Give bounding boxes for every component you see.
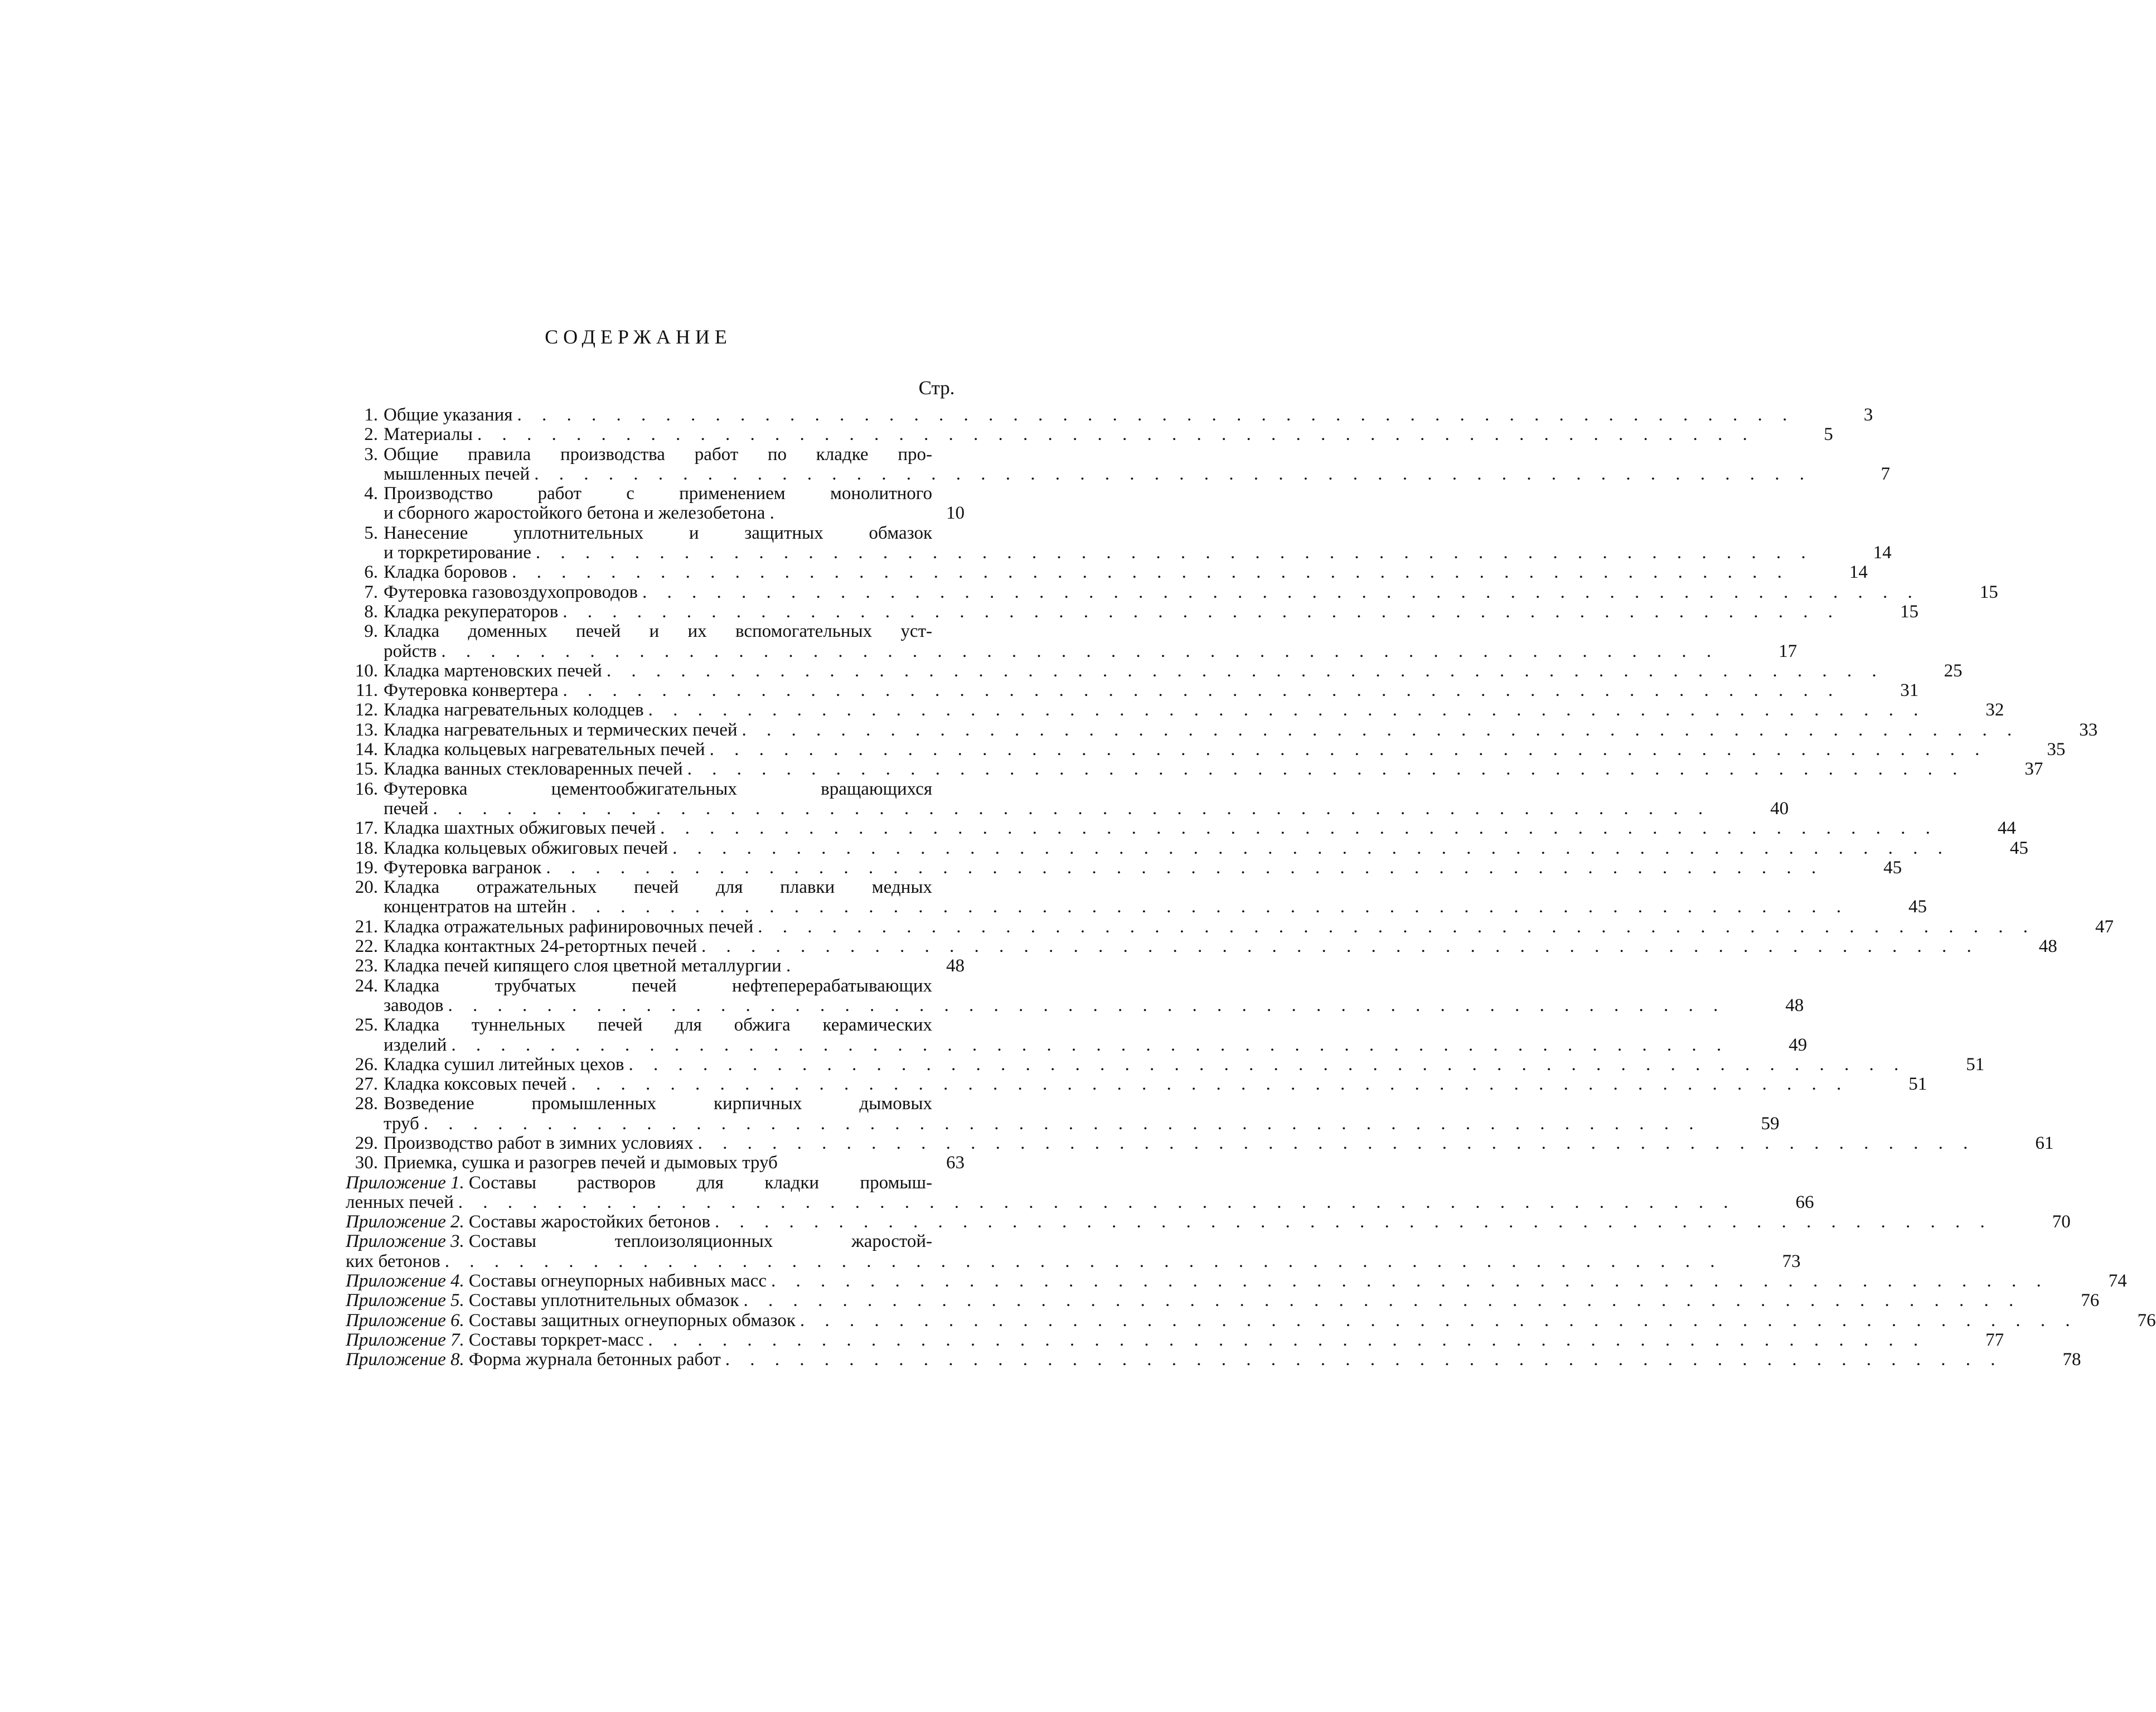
toc-entry-text: Кладка ванных стекловаренных печей (384, 759, 683, 780)
toc-entry-line (346, 878, 965, 897)
toc-leader-dots: . . . . . . . . . . . . . . . . . . . . . . . . . . . . . . . . . . . . . . . . . . . . . . . . . . . . (512, 562, 1790, 583)
toc-entry-line (346, 1173, 965, 1193)
toc-leader-dots: . . . . . . . . . . . . . . . . . . . . . . . . . . . . . . . . . . . . . . . . . . . . . . . . . . . . (448, 995, 1726, 1015)
toc-entry (346, 444, 1890, 485)
toc-entry (346, 916, 2114, 937)
toc-entry-text: Кладка отражательных печей для плавки медных (384, 877, 932, 898)
toc-entry-line (346, 780, 965, 799)
toc-entry (346, 680, 1919, 701)
toc-entry (346, 1054, 1985, 1075)
toc-entry-number: 7. (364, 582, 378, 602)
toc-page-number: 14 (1849, 562, 1868, 583)
toc-entry-number: 14. (355, 739, 378, 760)
toc-entry-text: Приемка, сушка и разогрев печей и дымовых труб (384, 1153, 778, 1173)
toc-entry-text: Составы огнеупорных набивных масс (468, 1271, 767, 1292)
toc-leader-dots: . . . . . . . . . . . . . . . . . . . . . . . . . . . . . . . . . . . . . . . . . . . . . . . . . . . . (628, 1054, 1907, 1075)
toc-entry-line (346, 897, 1927, 917)
toc-entry-line (346, 660, 1963, 681)
toc-page-number: 37 (2024, 759, 2043, 780)
toc-page-number: 76 (2081, 1290, 2100, 1311)
toc-entry (346, 1015, 1808, 1055)
toc-entry-line (346, 1271, 2127, 1292)
toc-entry-number: 18. (355, 838, 378, 858)
toc-entry-line (346, 759, 2043, 780)
toc-entry-number: 12. (355, 700, 378, 720)
toc-entry (346, 778, 1789, 819)
toc-entry-text: и сборного жаростойкого бетона и железобетона . (384, 503, 774, 524)
toc-entry-text: Кладка боровов (384, 562, 508, 583)
toc-entry (346, 1094, 1780, 1134)
toc-entry-text: Составы растворов для кладки промыш- (468, 1172, 932, 1193)
toc-page-number: 51 (1966, 1054, 1985, 1075)
toc-entry-text: ройств (384, 641, 437, 661)
toc-entry-line (346, 818, 2016, 839)
toc-entry (346, 857, 1902, 878)
toc-page-number: 59 (1761, 1113, 1780, 1134)
toc-entry-text: Форма журнала бетонных работ (468, 1350, 721, 1370)
toc-appendix-entry (346, 1350, 2081, 1370)
toc-page-number: 73 (1782, 1251, 1801, 1271)
toc-entry-line (346, 719, 2098, 740)
toc-entry (346, 719, 2098, 740)
toc-entry-text: Кладка доменных печей и их вспомогательных уст- (384, 621, 932, 642)
toc-page-number: 35 (2047, 739, 2066, 760)
toc-entry-line (346, 1153, 965, 1173)
toc-leader-dots: . . . . . . . . . . . . . . . . . . . . . . . . . . . . . . . . . . . . . . . . . . . . . . . . . . . . (451, 1034, 1729, 1055)
toc-page-number: 51 (1908, 1074, 1927, 1095)
toc-page-number: 5 (1824, 424, 1833, 445)
toc-leader-dots: . . . . . . . . . . . . . . . . . . . . . . . . . . . . . . . . . . . . . . . . . . . . . . . . . . . . (458, 1192, 1736, 1212)
toc-entry-line (346, 956, 965, 976)
toc-entry (346, 405, 1873, 425)
toc-page-number: 17 (1779, 641, 1798, 661)
toc-entry-line (346, 1329, 2004, 1350)
toc-page-number: 49 (1789, 1034, 1808, 1055)
toc-entry-text: и торкретирование (384, 543, 531, 563)
toc-page-number: 32 (1985, 700, 2004, 720)
toc-entry-number: 25. (355, 1015, 378, 1036)
toc-page-number: 45 (1908, 897, 1927, 917)
toc-page-number: 48 (1785, 995, 1804, 1015)
toc-entry-text: Кладка рекуператоров (384, 601, 559, 622)
toc-page-number: 45 (1883, 857, 1902, 878)
toc-page-number: 14 (1873, 543, 1892, 563)
toc-entry (346, 582, 1998, 602)
toc-entry-line (346, 543, 1892, 563)
toc-page-number: 47 (2095, 916, 2114, 937)
toc-entry-text: ленных печей (346, 1192, 454, 1212)
toc-entry-text: мышленных печей (384, 463, 530, 484)
toc-appendix-entry (346, 1231, 1801, 1271)
toc-entry-text: ких бетонов (346, 1251, 440, 1271)
toc-entry (346, 562, 1868, 583)
toc-leader-dots: . . . . . . . . . . . . . . . . . . . . . . . . . . . . . . . . . . . . . . . . . . . . . . . . . . . . (800, 1310, 2078, 1331)
toc-entry-number: 9. (364, 621, 378, 642)
toc-entry-number: 30. (355, 1153, 378, 1173)
toc-page-number: 44 (1997, 818, 2016, 839)
toc-entry (346, 484, 965, 524)
toc-entry-line (346, 1133, 2054, 1153)
toc-appendix-entry (346, 1329, 2004, 1350)
toc-entry-line (346, 1192, 1814, 1212)
toc-entry-line (346, 1290, 2100, 1311)
toc-appendix-entry (346, 1212, 2071, 1232)
toc-entry (346, 759, 2043, 780)
toc-entry-text: труб (384, 1113, 419, 1134)
toc-entry (346, 523, 1892, 563)
toc-entry-text: Футеровка конвертера (384, 680, 559, 701)
toc-entry (346, 877, 1927, 917)
toc-entry-line (346, 405, 1873, 425)
toc-title: СОДЕРЖАНИЕ (545, 326, 732, 348)
toc-leader-dots: . . . . . . . . . . . . . . . . . . . . . . . . . . . . . . . . . . . . . . . . . . . . . . . . . . . . (709, 739, 1988, 760)
toc-leader-dots: . . . . . . . . . . . . . . . . . . . . . . . . . . . . . . . . . . . . . . . . . . . . . . . . . . . . (606, 660, 1884, 681)
toc-entry-line (346, 582, 1998, 602)
toc-leader-dots: . . . . . . . . . . . . . . . . . . . . . . . . . . . . . . . . . . . . . . . . . . . . . . . . . . . . (660, 818, 1938, 839)
toc-entry-text: Кладка нагревательных колодцев (384, 700, 644, 720)
appendix-label: Приложение 5. (346, 1290, 464, 1311)
toc-entry (346, 936, 2057, 957)
toc-page-number: 77 (1985, 1329, 2004, 1350)
toc-entry-number: 5. (364, 523, 378, 543)
toc-entry-line (346, 424, 1833, 445)
toc-entry-line (346, 700, 2004, 720)
toc-entry-text: Составы теплоизоляционных жаростой- (468, 1231, 932, 1252)
toc-entry-line (346, 445, 965, 465)
toc-leader-dots: . . . . . . . . . . . . . . . . . . . . . . . . . . . . . . . . . . . . . . . . . . . . . . . . . . . . (444, 1251, 1723, 1271)
toc-entry-line (346, 562, 1868, 583)
toc-page-number: 25 (1944, 660, 1963, 681)
toc-entry-line (346, 1350, 2081, 1370)
toc-leader-dots: . . . . . . . . . . . . . . . . . . . . . . . . . . . . . . . . . . . . . . . . . . . . . . . . . . . . (571, 897, 1849, 917)
appendix-label: Приложение 3. (346, 1231, 464, 1252)
toc-entry-text: заводов (384, 995, 444, 1015)
toc-appendix-entry (346, 1172, 1814, 1213)
toc-entry-line (346, 622, 965, 641)
toc-entry-line (346, 976, 965, 996)
toc-leader-dots: . . . . . . . . . . . . . . . . . . . . . . . . . . . . . . . . . . . . . . . . . . . . . . . . . . . . (725, 1350, 2003, 1370)
toc-entry-text: Составы торкрет-масс (468, 1329, 644, 1350)
toc-entry-number: 27. (355, 1074, 378, 1095)
toc-entry-line (346, 1015, 965, 1035)
toc-leader-dots: . . . . . . . . . . . . . . . . . . . . . . . . . . . . . . . . . . . . . . . . . . . . . . . . . . . . (701, 936, 1979, 957)
page-column-header: Стр. (918, 377, 955, 399)
toc-leader-dots: . . . . . . . . . . . . . . . . . . . . . . . . . . . . . . . . . . . . . . . . . . . . . . . . . . . . (742, 719, 2020, 740)
appendix-label: Приложение 2. (346, 1212, 464, 1232)
toc-entry-number: 8. (364, 601, 378, 622)
toc-entry (346, 1074, 1927, 1095)
toc-entry (346, 956, 965, 976)
toc-entry-text: Футеровка газовоздухопроводов (384, 582, 638, 602)
toc-entry-number: 26. (355, 1054, 378, 1075)
appendix-label: Приложение 4. (346, 1271, 464, 1292)
toc-entry-line (346, 680, 1919, 701)
toc-entry-line (346, 1054, 1985, 1075)
toc-entry-number: 10. (355, 660, 378, 681)
toc-leader-dots: . . . . . . . . . . . . . . . . . . . . . . . . . . . . . . . . . . . . . . . . . . . . . . . . . . . . (697, 1133, 1976, 1153)
toc-page-number: 15 (1900, 601, 1918, 622)
toc-page-number: 31 (1900, 680, 1919, 701)
toc-entry-line (346, 1232, 965, 1251)
toc-leader-dots: . . . . . . . . . . . . . . . . . . . . . . . . . . . . . . . . . . . . . . . . . . . . . . . . . . . . (534, 463, 1812, 484)
toc-leader-dots: . . . . . . . . . . . . . . . . . . . . . . . . . . . . . . . . . . . . . . . . . . . . . . . . . . . . (648, 700, 1926, 720)
toc-leader-dots: . . . . . . . . . . . . . . . . . . . . . . . . . . . . . . . . . . . . . . . . . . . . . . . . . . . . (648, 1329, 1926, 1350)
toc-entry-text: Кладка кольцевых нагревательных печей (384, 739, 705, 760)
toc-entry (346, 1133, 2054, 1153)
toc-entry (346, 818, 2016, 839)
toc-entry-line (346, 1094, 965, 1114)
toc-page-number: 3 (1863, 405, 1873, 425)
toc-entry-line (346, 1113, 1780, 1134)
toc-entry-number: 15. (355, 759, 378, 780)
toc-entry-text: Производство работ в зимних условиях (384, 1133, 694, 1153)
toc-entry (346, 700, 2004, 720)
toc-entry-line (346, 739, 2066, 760)
toc-entry-number: 13. (355, 719, 378, 740)
toc-entry-text: Материалы (384, 424, 473, 445)
toc-page-number: 78 (2062, 1350, 2081, 1370)
toc-entry-text: Нанесение уплотнительных и защитных обмазок (384, 523, 932, 543)
toc-entry-number: 6. (364, 562, 378, 583)
toc-entry-line (346, 504, 965, 523)
toc-page-number: 10 (946, 503, 965, 524)
toc-appendix-entry (346, 1271, 2127, 1292)
toc-entry-text: печей (384, 798, 429, 819)
toc-entry-line (346, 524, 965, 543)
toc-entry-text: Производство работ с применением монолитного (384, 483, 932, 504)
toc-entry (346, 424, 1833, 445)
toc-entry-number: 20. (355, 877, 378, 898)
appendix-label: Приложение 7. (346, 1329, 464, 1350)
toc-page-number: 74 (2108, 1271, 2127, 1292)
toc-page-number: 45 (2009, 838, 2028, 858)
toc-entry-text: Кладка кольцевых обжиговых печей (384, 838, 668, 858)
toc-page-number: 66 (1795, 1192, 1814, 1212)
toc-leader-dots: . . . . . . . . . . . . . . . . . . . . . . . . . . . . . . . . . . . . . . . . . . . . . . . . . . . . (571, 1074, 1849, 1095)
toc-entry-text: Кладка мартеновских печей (384, 660, 602, 681)
toc-entry-line (346, 484, 965, 504)
appendix-label: Приложение 6. (346, 1310, 464, 1331)
toc-entry (346, 975, 1804, 1016)
toc-leader-dots: . . . . . . . . . . . . . . . . . . . . . . . . . . . . . . . . . . . . . . . . . . . . . . . . . . . . (687, 759, 1965, 780)
toc-page-number: 70 (2052, 1212, 2071, 1232)
toc-entry-text: Возведение промышленных кирпичных дымовых (384, 1094, 932, 1114)
toc-entry-line (346, 1212, 2071, 1232)
toc-entry-line (346, 641, 1798, 661)
toc-leader-dots: . . . . . . . . . . . . . . . . . . . . . . . . . . . . . . . . . . . . . . . . . . . . . . . . . . . . (743, 1290, 2022, 1311)
toc-entry-line (346, 1310, 2156, 1331)
appendix-label: Приложение 8. (346, 1350, 464, 1370)
toc-leader-dots: . . . . . . . . . . . . . . . . . . . . . . . . . . . . . . . . . . . . . . . . . . . . . . . . . . . . (758, 916, 2036, 937)
toc-entry-text: Кладка печей кипящего слоя цветной металлургии . (384, 956, 791, 976)
toc-entry-number: 22. (355, 936, 378, 957)
toc-leader-dots: . . . . . . . . . . . . . . . . . . . . . . . . . . . . . . . . . . . . . . . . . . . . . . . . . . . . (642, 582, 1920, 602)
toc-entry-text: Кладка сушил литейных цехов (384, 1054, 624, 1075)
toc-entry-number: 19. (355, 857, 378, 878)
toc-leader-dots: . . . . . . . . . . . . . . . . . . . . . . . . . . . . . . . . . . . . . . . . . . . . . . . . . . . . (563, 680, 1841, 701)
toc-entry (346, 601, 1918, 622)
toc-entry-number: 24. (355, 975, 378, 996)
toc-entry-number: 17. (355, 818, 378, 839)
toc-entry-text: Кладка трубчатых печей нефтеперерабатывающих (384, 975, 932, 996)
toc-entry-line (346, 463, 1890, 484)
toc-entry-number: 21. (355, 916, 378, 937)
toc-entry-number: 11. (355, 680, 378, 701)
toc-entry (346, 838, 2028, 858)
toc-entry-text: Кладка нагревательных и термических печей (384, 719, 738, 740)
toc-entry-number: 1. (364, 405, 378, 425)
toc-entry-line (346, 1034, 1808, 1055)
toc-entry-number: 2. (364, 424, 378, 445)
toc-leader-dots: . . . . . . . . . . . . . . . . . . . . . . . . . . . . . . . . . . . . . . . . . . . . . . . . . . . . (672, 838, 1950, 858)
toc-entry-line (346, 601, 1918, 622)
toc-page-number: 61 (2035, 1133, 2054, 1153)
toc-entry (346, 1153, 965, 1173)
toc-leader-dots: . . . . . . . . . . . . . . . . . . . . . . . . . . . . . . . . . . . . . . . . . . . . . . . . . . . . (563, 601, 1840, 622)
toc-leader-dots: . . . . . . . . . . . . . . . . . . . . . . . . . . . . . . . . . . . . . . . . . . . . . . . . . . . . (433, 798, 1711, 819)
toc-entry-line (346, 916, 2114, 937)
toc-entry-text: Кладка туннельных печей для обжига керамических (384, 1015, 932, 1036)
toc-leader-dots: . . . . . . . . . . . . . . . . . . . . . . . . . . . . . . . . . . . . . . . . . . . . . . . . . . . . (546, 857, 1824, 878)
toc-entry-number: 28. (355, 1094, 378, 1114)
toc-leader-dots: . . . . . . . . . . . . . . . . . . . . . . . . . . . . . . . . . . . . . . . . . . . . . . . . . . . . (477, 424, 1755, 445)
appendix-label: Приложение 1. (346, 1172, 464, 1193)
toc-appendix-entry (346, 1290, 2100, 1311)
toc-page-number: 76 (2137, 1310, 2156, 1331)
toc-entry-number: 23. (355, 956, 378, 976)
toc-leader-dots: . . . . . . . . . . . . . . . . . . . . . . . . . . . . . . . . . . . . . . . . . . . . . . . . . . . . (441, 641, 1719, 661)
toc-entry (346, 660, 1963, 681)
toc-entry-line (346, 995, 1804, 1015)
toc-appendix-entry (346, 1310, 2156, 1331)
toc-entry-line (346, 1074, 1927, 1095)
toc-entry-text: Футеровка вагранок (384, 857, 542, 878)
toc-entry-text: Кладка шахтных обжиговых печей (384, 818, 656, 839)
toc-entry-text: Составы жаростойких бетонов (468, 1212, 710, 1232)
toc-entry-text: Футеровка цементообжигательных вращающихся (384, 778, 932, 799)
toc-entry-line (346, 936, 2057, 957)
toc-entry-line (346, 857, 1902, 878)
toc-entry-number: 16. (355, 778, 378, 799)
toc-page-number: 48 (946, 956, 965, 976)
toc-leader-dots: . . . . . . . . . . . . . . . . . . . . . . . . . . . . . . . . . . . . . . . . . . . . . . . . . . . . (535, 543, 1814, 563)
toc-entry-line (346, 838, 2028, 858)
toc-entry-text: Кладка контактных 24-ретортных печей (384, 936, 697, 957)
toc-leader-dots: . . . . . . . . . . . . . . . . . . . . . . . . . . . . . . . . . . . . . . . . . . . . . . . . . . . . (423, 1113, 1702, 1134)
toc-entry-text: Составы защитных огнеупорных обмазок (468, 1310, 796, 1331)
toc-entry-text: Составы уплотнительных обмазок (468, 1290, 739, 1311)
toc-entry-text: Кладка коксовых печей (384, 1074, 567, 1095)
toc-entry (346, 739, 2066, 760)
toc-entry-number: 29. (355, 1133, 378, 1153)
toc-leader-dots: . . . . . . . . . . . . . . . . . . . . . . . . . . . . . . . . . . . . . . . . . . . . . . . . . . . . (714, 1212, 1993, 1232)
toc-entry-number: 3. (364, 444, 378, 465)
toc-entry-text: Общие указания (384, 405, 513, 425)
toc-entry (346, 621, 1798, 661)
toc-page-number: 63 (946, 1153, 965, 1173)
toc-page-number: 40 (1770, 798, 1789, 819)
toc-leader-dots: . . . . . . . . . . . . . . . . . . . . . . . . . . . . . . . . . . . . . . . . . . . . . . . . . . . . (771, 1271, 2049, 1292)
toc-page-number: 33 (2079, 719, 2098, 740)
toc-entry-text: Кладка отражательных рафинировочных печей (384, 916, 754, 937)
toc-entry-text: концентратов на штейн (384, 897, 567, 917)
toc-entry-number: 4. (364, 483, 378, 504)
toc-page-number: 48 (2038, 936, 2057, 957)
toc-entry-text: Общие правила производства работ по кладке про- (384, 444, 932, 465)
toc-entry-line (346, 798, 1789, 819)
toc-entry-text: изделий (384, 1034, 447, 1055)
toc-entry-line (346, 1251, 1801, 1271)
table-of-contents (346, 405, 2156, 1370)
toc-leader-dots: . . . . . . . . . . . . . . . . . . . . . . . . . . . . . . . . . . . . . . . . . . . . . . . . . . . . (517, 405, 1795, 425)
toc-page-number: 15 (1979, 582, 1998, 602)
toc-page-number: 7 (1881, 463, 1890, 484)
